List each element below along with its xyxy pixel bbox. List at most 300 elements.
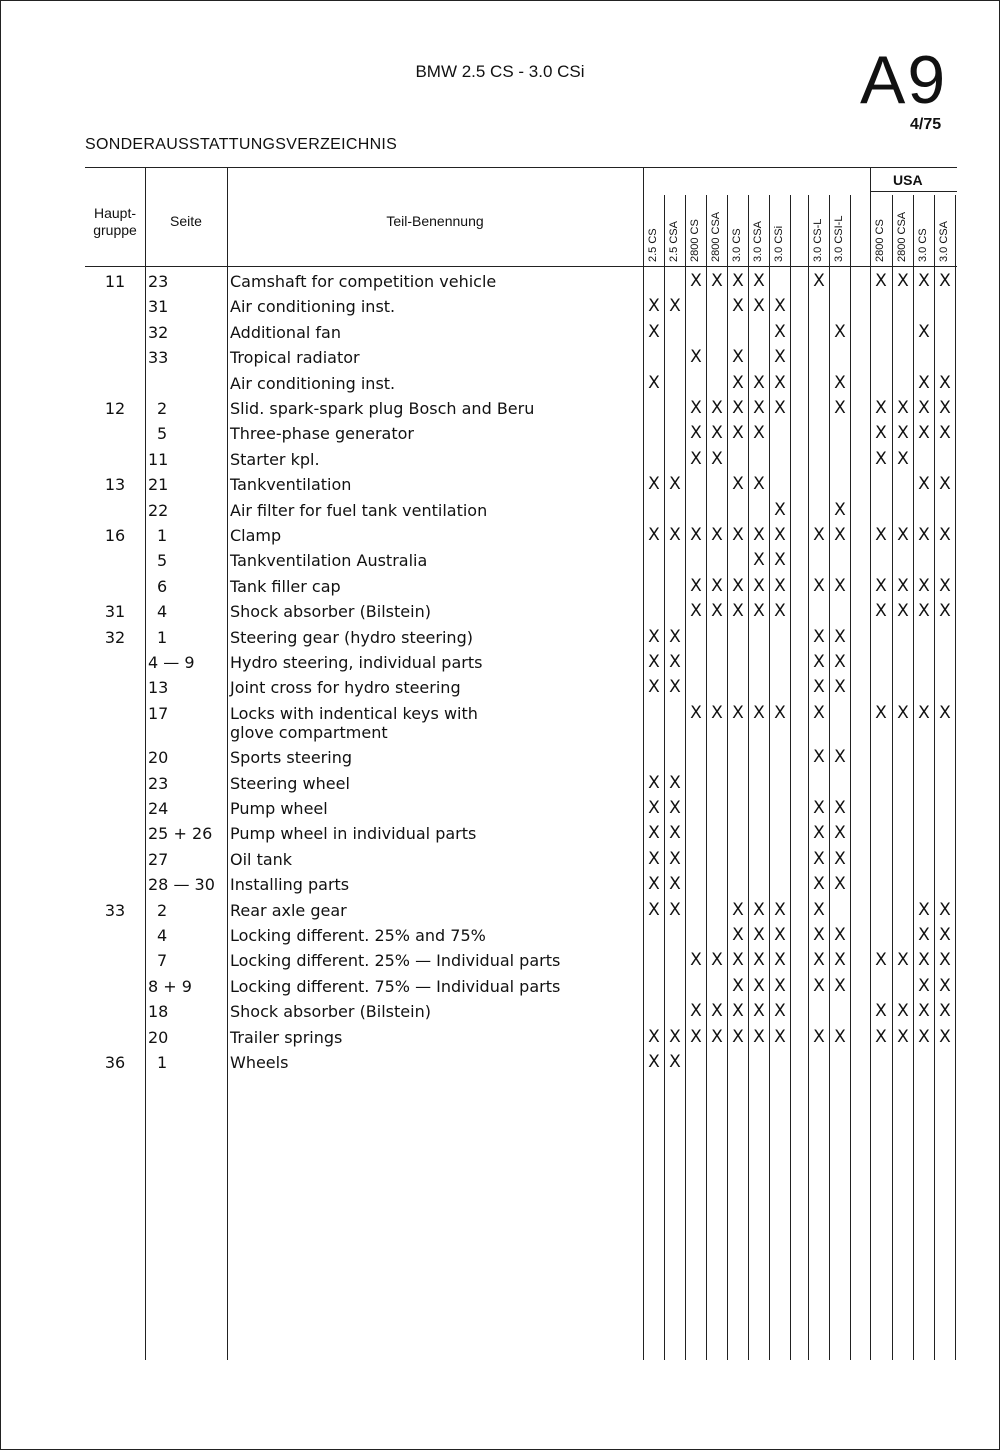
applicability-mark: X xyxy=(711,576,723,596)
row-benennung: Slid. spark-spark plug Bosch and Beru xyxy=(230,399,535,418)
applicability-mark: X xyxy=(732,1027,744,1047)
row-benennung: Starter kpl. xyxy=(230,450,320,469)
applicability-mark: X xyxy=(813,525,825,545)
applicability-mark: X xyxy=(939,1027,951,1047)
row-benennung: Joint cross for hydro steering xyxy=(230,678,461,697)
applicability-mark: X xyxy=(875,423,887,443)
applicability-mark: X xyxy=(834,874,846,894)
column-rule xyxy=(790,195,791,1360)
applicability-mark: X xyxy=(753,1027,765,1047)
applicability-mark: X xyxy=(648,652,660,672)
column-rule xyxy=(870,167,871,1360)
applicability-mark: X xyxy=(918,423,930,443)
column-rule xyxy=(643,167,644,1360)
applicability-mark: X xyxy=(774,550,786,570)
row-hauptgruppe: 32 xyxy=(104,628,126,647)
column-rule xyxy=(955,195,956,1360)
applicability-mark: X xyxy=(648,677,660,697)
applicability-mark: X xyxy=(834,950,846,970)
row-seite: 5 xyxy=(157,551,168,570)
applicability-mark: X xyxy=(939,900,951,920)
model-column-header: 3.0 CSI-L xyxy=(833,215,845,262)
row-seite: 25 + 26 xyxy=(148,824,213,843)
applicability-mark: X xyxy=(875,398,887,418)
row-benennung: Tank filler cap xyxy=(230,577,341,596)
applicability-mark: X xyxy=(669,677,681,697)
applicability-mark: X xyxy=(774,900,786,920)
column-rule xyxy=(727,195,728,1360)
row-benennung: Locking different. 25% and 75% xyxy=(230,926,486,945)
applicability-mark: X xyxy=(711,449,723,469)
column-rule xyxy=(934,195,935,1360)
applicability-mark: X xyxy=(669,900,681,920)
applicability-mark: X xyxy=(834,823,846,843)
applicability-mark: X xyxy=(774,950,786,970)
applicability-mark: X xyxy=(690,347,702,367)
applicability-mark: X xyxy=(753,950,765,970)
column-rule xyxy=(706,195,707,1360)
applicability-mark: X xyxy=(813,925,825,945)
applicability-mark: X xyxy=(690,950,702,970)
applicability-mark: X xyxy=(897,703,909,723)
applicability-mark: X xyxy=(774,398,786,418)
applicability-mark: X xyxy=(918,474,930,494)
row-seite: 2 xyxy=(157,901,168,920)
applicability-mark: X xyxy=(939,976,951,996)
applicability-mark: X xyxy=(732,900,744,920)
applicability-mark: X xyxy=(813,849,825,869)
row-benennung: Shock absorber (Bilstein) xyxy=(230,602,431,621)
row-hauptgruppe: 33 xyxy=(104,901,126,920)
applicability-mark: X xyxy=(774,925,786,945)
applicability-mark: X xyxy=(875,525,887,545)
applicability-mark: X xyxy=(918,900,930,920)
applicability-mark: X xyxy=(711,703,723,723)
applicability-mark: X xyxy=(669,627,681,647)
applicability-mark: X xyxy=(732,398,744,418)
column-rule xyxy=(808,195,809,1360)
row-seite: 28 — 30 xyxy=(148,875,215,894)
applicability-mark: X xyxy=(711,950,723,970)
column-rule xyxy=(829,195,830,1360)
column-header-hauptgruppe: Haupt- gruppe xyxy=(93,205,137,238)
row-benennung: Locking different. 75% — Individual parts xyxy=(230,977,561,996)
row-hauptgruppe: 36 xyxy=(104,1053,126,1072)
applicability-mark: X xyxy=(813,874,825,894)
model-column-header: 3.0 CSA xyxy=(938,221,950,262)
applicability-mark: X xyxy=(690,271,702,291)
applicability-mark: X xyxy=(918,576,930,596)
applicability-mark: X xyxy=(774,976,786,996)
applicability-mark: X xyxy=(669,823,681,843)
row-benennung: Clamp xyxy=(230,526,282,545)
applicability-mark: X xyxy=(875,449,887,469)
applicability-mark: X xyxy=(918,925,930,945)
applicability-mark: X xyxy=(834,576,846,596)
row-benennung: Air filter for fuel tank ventilation xyxy=(230,501,488,520)
applicability-mark: X xyxy=(774,500,786,520)
row-benennung: Pump wheel xyxy=(230,799,328,818)
row-benennung: Shock absorber (Bilstein) xyxy=(230,1002,431,1021)
row-seite: 1 xyxy=(157,1053,168,1072)
applicability-mark: X xyxy=(648,1027,660,1047)
row-seite: 4 — 9 xyxy=(148,653,195,672)
applicability-mark: X xyxy=(753,271,765,291)
row-benennung: Hydro steering, individual parts xyxy=(230,653,483,672)
applicability-mark: X xyxy=(774,1027,786,1047)
applicability-mark: X xyxy=(753,398,765,418)
applicability-mark: X xyxy=(669,1027,681,1047)
applicability-mark: X xyxy=(897,950,909,970)
applicability-mark: X xyxy=(875,1001,887,1021)
applicability-mark: X xyxy=(774,601,786,621)
page-date: 4/75 xyxy=(910,116,942,133)
model-column-header: 2800 CSA xyxy=(896,211,908,262)
applicability-mark: X xyxy=(732,950,744,970)
row-benennung: Wheels xyxy=(230,1053,289,1072)
model-column-header: 2.5 CSA xyxy=(668,221,680,262)
applicability-mark: X xyxy=(813,900,825,920)
row-benennung: Air conditioning inst. xyxy=(230,297,396,316)
applicability-mark: X xyxy=(753,550,765,570)
row-benennung: Rear axle gear xyxy=(230,901,347,920)
applicability-mark: X xyxy=(939,576,951,596)
row-benennung: Locking different. 25% — Individual parts xyxy=(230,951,561,970)
row-seite: 7 xyxy=(157,951,168,970)
row-seite: 18 xyxy=(148,1002,169,1021)
column-rule xyxy=(850,195,851,1360)
model-column-header: 3.0 CS-L xyxy=(812,218,824,262)
column-rule xyxy=(227,167,228,1360)
applicability-mark: X xyxy=(875,271,887,291)
applicability-mark: X xyxy=(897,576,909,596)
applicability-mark: X xyxy=(732,925,744,945)
applicability-mark: X xyxy=(753,925,765,945)
applicability-mark: X xyxy=(774,703,786,723)
column-rule xyxy=(769,195,770,1360)
applicability-mark: X xyxy=(648,874,660,894)
row-seite: 17 xyxy=(148,704,169,723)
row-seite: 11 xyxy=(148,450,169,469)
applicability-mark: X xyxy=(669,1052,681,1072)
applicability-mark: X xyxy=(939,373,951,393)
applicability-mark: X xyxy=(813,747,825,767)
applicability-mark: X xyxy=(918,601,930,621)
applicability-mark: X xyxy=(732,703,744,723)
model-column-header: 3.0 CS xyxy=(917,228,929,262)
column-rule xyxy=(145,167,146,1360)
model-column-header: 3.0 CSi xyxy=(773,225,785,262)
row-benennung: Tankventilation xyxy=(230,475,352,494)
row-benennung: Pump wheel in individual parts xyxy=(230,824,477,843)
applicability-mark: X xyxy=(939,1001,951,1021)
applicability-mark: X xyxy=(669,874,681,894)
row-seite: 27 xyxy=(148,850,169,869)
applicability-mark: X xyxy=(753,373,765,393)
applicability-mark: X xyxy=(918,398,930,418)
applicability-mark: X xyxy=(875,703,887,723)
usa-label: USA xyxy=(893,172,923,188)
row-hauptgruppe: 12 xyxy=(104,399,126,418)
row-benennung: Air conditioning inst. xyxy=(230,374,396,393)
row-benennung: Tankventilation Australia xyxy=(230,551,428,570)
applicability-mark: X xyxy=(774,525,786,545)
applicability-mark: X xyxy=(774,296,786,316)
row-benennung: Steering gear (hydro steering) xyxy=(230,628,473,647)
applicability-mark: X xyxy=(690,601,702,621)
column-rule xyxy=(748,195,749,1360)
row-benennung-cont: glove compartment xyxy=(230,723,388,742)
applicability-mark: X xyxy=(732,296,744,316)
applicability-mark: X xyxy=(834,747,846,767)
applicability-mark: X xyxy=(753,525,765,545)
applicability-mark: X xyxy=(732,601,744,621)
applicability-mark: X xyxy=(939,601,951,621)
row-benennung: Steering wheel xyxy=(230,774,350,793)
applicability-mark: X xyxy=(834,627,846,647)
model-column-header: 3.0 CSA xyxy=(752,221,764,262)
applicability-mark: X xyxy=(648,322,660,342)
applicability-mark: X xyxy=(669,849,681,869)
applicability-mark: X xyxy=(918,703,930,723)
row-seite: 8 + 9 xyxy=(148,977,192,996)
column-header-benennung: Teil-Benennung xyxy=(386,213,484,229)
applicability-mark: X xyxy=(753,296,765,316)
model-title: BMW 2.5 CS - 3.0 CSi xyxy=(415,62,585,81)
column-rule xyxy=(913,195,914,1360)
model-column-header: 2800 CSA xyxy=(710,211,722,262)
row-seite: 20 xyxy=(148,1028,169,1047)
applicability-mark: X xyxy=(711,271,723,291)
applicability-mark: X xyxy=(732,271,744,291)
row-hauptgruppe: 11 xyxy=(104,272,126,291)
applicability-mark: X xyxy=(875,601,887,621)
applicability-mark: X xyxy=(897,1027,909,1047)
row-hauptgruppe: 31 xyxy=(104,602,126,621)
applicability-mark: X xyxy=(897,271,909,291)
applicability-mark: X xyxy=(813,798,825,818)
row-benennung: Oil tank xyxy=(230,850,293,869)
applicability-mark: X xyxy=(813,1027,825,1047)
applicability-mark: X xyxy=(939,525,951,545)
applicability-mark: X xyxy=(648,849,660,869)
row-benennung: Tropical radiator xyxy=(230,348,360,367)
applicability-mark: X xyxy=(918,271,930,291)
applicability-mark: X xyxy=(648,798,660,818)
applicability-mark: X xyxy=(690,398,702,418)
applicability-mark: X xyxy=(753,1001,765,1021)
applicability-mark: X xyxy=(897,398,909,418)
applicability-mark: X xyxy=(732,1001,744,1021)
row-seite: 13 xyxy=(148,678,169,697)
applicability-mark: X xyxy=(939,703,951,723)
row-benennung: Locks with indentical keys with xyxy=(230,704,478,723)
applicability-mark: X xyxy=(774,373,786,393)
applicability-mark: X xyxy=(834,500,846,520)
applicability-mark: X xyxy=(753,474,765,494)
applicability-mark: X xyxy=(669,296,681,316)
applicability-mark: X xyxy=(669,652,681,672)
applicability-mark: X xyxy=(834,398,846,418)
applicability-mark: X xyxy=(813,652,825,672)
row-seite: 24 xyxy=(148,799,169,818)
applicability-mark: X xyxy=(918,373,930,393)
row-seite: 21 xyxy=(148,475,169,494)
row-seite: 23 xyxy=(148,774,169,793)
applicability-mark: X xyxy=(939,423,951,443)
row-seite: 31 xyxy=(148,297,169,316)
row-seite: 1 xyxy=(157,526,168,545)
applicability-mark: X xyxy=(648,373,660,393)
applicability-mark: X xyxy=(897,1001,909,1021)
applicability-mark: X xyxy=(648,474,660,494)
row-benennung: Additional fan xyxy=(230,323,341,342)
applicability-mark: X xyxy=(648,773,660,793)
applicability-mark: X xyxy=(669,798,681,818)
applicability-mark: X xyxy=(711,423,723,443)
table-top-rule xyxy=(85,167,957,168)
applicability-mark: X xyxy=(753,900,765,920)
row-hauptgruppe: 13 xyxy=(104,475,126,494)
applicability-mark: X xyxy=(813,627,825,647)
applicability-mark: X xyxy=(690,423,702,443)
applicability-mark: X xyxy=(732,423,744,443)
applicability-mark: X xyxy=(897,525,909,545)
model-column-header: 2800 CS xyxy=(689,219,701,262)
applicability-mark: X xyxy=(834,849,846,869)
applicability-mark: X xyxy=(648,627,660,647)
applicability-mark: X xyxy=(669,525,681,545)
usa-rule xyxy=(870,191,957,192)
applicability-mark: X xyxy=(834,525,846,545)
applicability-mark: X xyxy=(690,576,702,596)
applicability-mark: X xyxy=(732,576,744,596)
applicability-mark: X xyxy=(753,976,765,996)
applicability-mark: X xyxy=(690,703,702,723)
applicability-mark: X xyxy=(834,798,846,818)
applicability-mark: X xyxy=(813,823,825,843)
applicability-mark: X xyxy=(875,576,887,596)
row-seite: 32 xyxy=(148,323,169,342)
document-heading: SONDERAUSSTATTUNGSVERZEICHNIS xyxy=(85,136,398,153)
applicability-mark: X xyxy=(918,950,930,970)
applicability-mark: X xyxy=(732,976,744,996)
applicability-mark: X xyxy=(732,474,744,494)
applicability-mark: X xyxy=(813,976,825,996)
applicability-mark: X xyxy=(813,950,825,970)
applicability-mark: X xyxy=(774,576,786,596)
applicability-mark: X xyxy=(834,1027,846,1047)
row-seite: 20 xyxy=(148,748,169,767)
row-seite: 33 xyxy=(148,348,169,367)
applicability-mark: X xyxy=(834,373,846,393)
applicability-mark: X xyxy=(918,322,930,342)
applicability-mark: X xyxy=(732,373,744,393)
row-seite: 22 xyxy=(148,501,169,520)
model-column-header: 3.0 CS xyxy=(731,228,743,262)
applicability-mark: X xyxy=(834,322,846,342)
row-hauptgruppe: 16 xyxy=(104,526,126,545)
applicability-mark: X xyxy=(753,703,765,723)
applicability-mark: X xyxy=(711,1001,723,1021)
applicability-mark: X xyxy=(834,925,846,945)
applicability-mark: X xyxy=(918,976,930,996)
row-seite: 2 xyxy=(157,399,168,418)
column-header-seite: Seite xyxy=(170,213,202,229)
column-rule xyxy=(685,195,686,1360)
applicability-mark: X xyxy=(918,1001,930,1021)
applicability-mark: X xyxy=(648,525,660,545)
row-seite: 4 xyxy=(157,602,168,621)
applicability-mark: X xyxy=(813,576,825,596)
applicability-mark: X xyxy=(732,347,744,367)
applicability-mark: X xyxy=(690,1027,702,1047)
applicability-mark: X xyxy=(939,950,951,970)
applicability-mark: X xyxy=(753,601,765,621)
applicability-mark: X xyxy=(690,1001,702,1021)
applicability-mark: X xyxy=(690,449,702,469)
applicability-mark: X xyxy=(648,900,660,920)
applicability-mark: X xyxy=(939,398,951,418)
applicability-mark: X xyxy=(918,1027,930,1047)
applicability-mark: X xyxy=(648,1052,660,1072)
applicability-mark: X xyxy=(834,976,846,996)
row-benennung: Trailer springs xyxy=(230,1028,343,1047)
applicability-mark: X xyxy=(897,601,909,621)
applicability-mark: X xyxy=(774,322,786,342)
applicability-mark: X xyxy=(918,525,930,545)
applicability-mark: X xyxy=(834,677,846,697)
applicability-mark: X xyxy=(690,525,702,545)
applicability-mark: X xyxy=(732,525,744,545)
row-seite: 4 xyxy=(157,926,168,945)
page-code: A9 xyxy=(860,42,948,118)
applicability-mark: X xyxy=(875,950,887,970)
row-benennung: Sports steering xyxy=(230,748,352,767)
row-seite: 23 xyxy=(148,272,169,291)
applicability-mark: X xyxy=(711,601,723,621)
applicability-mark: X xyxy=(834,652,846,672)
applicability-mark: X xyxy=(711,525,723,545)
applicability-mark: X xyxy=(711,1027,723,1047)
column-rule xyxy=(892,195,893,1360)
model-column-header: 2.5 CS xyxy=(647,228,659,262)
applicability-mark: X xyxy=(813,703,825,723)
applicability-mark: X xyxy=(897,423,909,443)
row-seite: 5 xyxy=(157,424,168,443)
applicability-mark: X xyxy=(774,347,786,367)
applicability-mark: X xyxy=(648,296,660,316)
applicability-mark: X xyxy=(774,1001,786,1021)
applicability-mark: X xyxy=(813,271,825,291)
applicability-mark: X xyxy=(669,474,681,494)
applicability-mark: X xyxy=(813,677,825,697)
applicability-mark: X xyxy=(875,1027,887,1047)
row-seite: 6 xyxy=(157,577,168,596)
applicability-mark: X xyxy=(753,423,765,443)
applicability-mark: X xyxy=(939,474,951,494)
header-bottom-rule xyxy=(85,266,957,267)
model-column-header: 2800 CS xyxy=(874,219,886,262)
applicability-mark: X xyxy=(939,271,951,291)
applicability-mark: X xyxy=(897,449,909,469)
row-benennung: Camshaft for competition vehicle xyxy=(230,272,497,291)
applicability-mark: X xyxy=(753,576,765,596)
applicability-mark: X xyxy=(711,398,723,418)
row-seite: 1 xyxy=(157,628,168,647)
applicability-mark: X xyxy=(669,773,681,793)
row-benennung: Installing parts xyxy=(230,875,350,894)
